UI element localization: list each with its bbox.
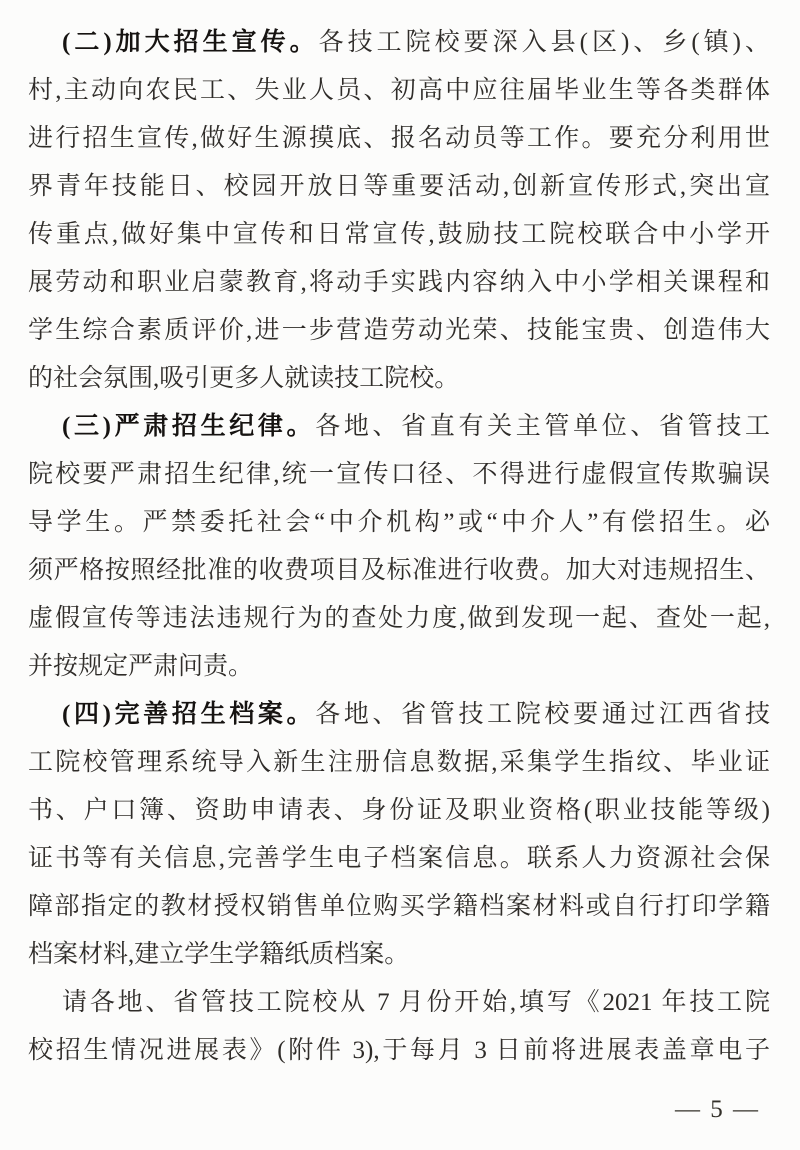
body-text: 虚假宣传等违法违规行为的查处力度,做到发现一起、查处一起, — [28, 605, 770, 632]
document-text-line — [28, 19, 770, 67]
document-text-line — [28, 835, 770, 883]
section-heading: (三)严肃招生纪律。 — [62, 413, 316, 440]
document-text-line — [28, 211, 770, 259]
document-text-line — [28, 691, 770, 739]
body-text: 须严格按照经批准的收费项目及标准进行收费。加大对违规招生、 — [28, 557, 770, 584]
document-text-line — [28, 451, 770, 499]
document-text-line — [28, 787, 770, 835]
body-text: 各地、省管技工院校要通过江西省技 — [315, 701, 770, 728]
body-text: 导学生。严禁委托社会“中介机构”或“中介人”有偿招生。必 — [28, 509, 770, 536]
document-text-line — [28, 931, 770, 979]
body-text: 进行招生宣传,做好生源摸底、报名动员等工作。要充分利用世 — [28, 125, 770, 152]
document-text-line — [28, 355, 770, 403]
body-text: 各地、省直有关主管单位、省管技工 — [315, 413, 770, 440]
document-text-line — [28, 403, 770, 451]
body-text: 村,主动向农民工、失业人员、初高中应往届毕业生等各类群体 — [28, 77, 770, 104]
document-text-line — [28, 163, 770, 211]
body-text: 传重点,做好集中宣传和日常宣传,鼓励技工院校联合中小学开 — [28, 221, 770, 248]
body-text: 展劳动和职业启蒙教育,将动手实践内容纳入中小学相关课程和 — [28, 269, 770, 296]
body-text: 学生综合素质评价,进一步营造劳动光荣、技能宝贵、创造伟大 — [28, 317, 770, 344]
document-text-line — [28, 547, 770, 595]
document-text-line — [28, 499, 770, 547]
body-text: 界青年技能日、校园开放日等重要活动,创新宣传形式,突出宣 — [28, 173, 770, 200]
document-text-line — [28, 259, 770, 307]
body-text: 书、户口簿、资助申请表、身份证及职业资格(职业技能等级) — [28, 797, 770, 824]
document-text-line — [28, 643, 770, 691]
body-text: 工院校管理系统导入新生注册信息数据,采集学生指纹、毕业证 — [28, 749, 770, 776]
body-text: 校招生情况进展表》(附件 3),于每月 3 日前将进展表盖章电子 — [28, 1037, 770, 1064]
document-text-line — [28, 595, 770, 643]
document-text-line — [28, 883, 770, 931]
section-heading: (二)加大招生宣传。 — [62, 29, 319, 56]
document-text-line — [28, 739, 770, 787]
document-text-line — [28, 115, 770, 163]
body-text: 档案材料,建立学生学籍纸质档案。 — [28, 941, 410, 968]
body-text: 的社会氛围,吸引更多人就读技工院校。 — [28, 365, 460, 392]
section-heading: (四)完善招生档案。 — [62, 701, 316, 728]
body-text: 证书等有关信息,完善学生电子档案信息。联系人力资源社会保 — [28, 845, 770, 872]
page-number: — 5 — — [675, 1096, 760, 1123]
body-text: 院校要严肃招生纪律,统一宣传口径、不得进行虚假宣传欺骗误 — [28, 461, 770, 488]
document-text-column — [28, 19, 770, 1075]
document-text-line — [28, 979, 770, 1027]
document-text-line — [28, 67, 770, 115]
body-text: 并按规定严肃问责。 — [28, 653, 254, 680]
document-text-line — [28, 1027, 770, 1075]
document-text-line — [28, 307, 770, 355]
body-text: 请各地、省管技工院校从 7 月份开始,填写《2021 年技工院 — [62, 989, 770, 1016]
body-text: 障部指定的教材授权销售单位购买学籍档案材料或自行打印学籍 — [28, 893, 770, 920]
body-text: 各技工院校要深入县(区)、乡(镇)、 — [318, 29, 770, 56]
